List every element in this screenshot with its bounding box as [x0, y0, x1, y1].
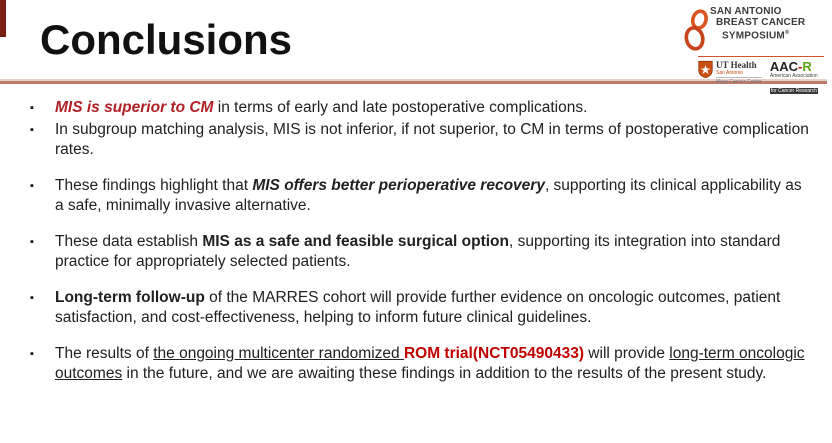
- bullet-item: [28, 344, 814, 385]
- sabcs-ribbon-icon: [684, 8, 710, 54]
- bullet-item: [28, 232, 814, 273]
- bullet-text: [55, 288, 814, 329]
- text-run: of the MARRES cohort will provide further evidence on oncologic outcomes, patient satisfaction, and cost-effectiveness, helping to inform future clinical guidelines.: [55, 288, 781, 326]
- bullet-item: [28, 176, 814, 217]
- text-run: These data establish: [55, 232, 203, 250]
- ut-health-city: San Antonio: [716, 70, 743, 76]
- registered-mark: ®: [784, 30, 790, 36]
- text-run: In subgroup matching analysis, MIS is not inferior, if not superior, to CM in terms of postoperative complication rates.: [55, 120, 809, 158]
- aacr-logo: [770, 60, 818, 97]
- bullet-text: [55, 232, 814, 273]
- aacr-subtext-2: for Cancer Research: [770, 88, 817, 94]
- text-run: , supporting its integration into standard practice for appropriately selected patients.: [55, 232, 781, 270]
- sabcs-logo: [684, 6, 824, 97]
- ut-health-shield-icon: [698, 60, 713, 79]
- text-run: MIS as a safe and feasible surgical option: [202, 232, 509, 250]
- symposium-line3: SYMPOSIUM®: [722, 30, 790, 42]
- bullet-item: [28, 120, 814, 161]
- bullet-marker-icon: ▪: [30, 123, 34, 136]
- aacr-subtext-1: American Association: [769, 73, 818, 79]
- slide-title: Conclusions: [40, 16, 293, 63]
- bullet-marker-icon: ▪: [30, 235, 34, 248]
- text-run: MIS offers better perioperative recovery: [252, 176, 545, 194]
- bullet-marker-icon: ▪: [30, 291, 34, 304]
- bullet-item: [28, 288, 814, 329]
- aacr-red-dash: -: [798, 59, 803, 74]
- bullet-list: [28, 98, 814, 400]
- text-run: , supporting its clinical applicability as a safe, minimally invasive alternative.: [55, 176, 802, 214]
- text-run: long-term oncologic outcomes: [55, 344, 805, 382]
- text-run: Long-term follow-up: [55, 288, 205, 306]
- ut-health-logo: [698, 60, 762, 97]
- bullet-text: [55, 120, 814, 161]
- symposium-line1: SAN ANTONIO: [710, 6, 782, 17]
- bullet-marker-icon: ▪: [30, 179, 34, 192]
- bullet-text: [55, 98, 814, 119]
- bullet-text: [55, 344, 814, 385]
- bullet-text: [55, 176, 814, 217]
- symposium-wordmark: [710, 6, 805, 41]
- corner-accent-bar: [0, 0, 6, 37]
- text-run: will provide: [584, 344, 670, 362]
- symposium-line2: BREAST CANCER: [716, 17, 806, 28]
- text-run: ROM trial(NCT05490433): [403, 344, 584, 362]
- bullet-marker-icon: ▪: [30, 102, 34, 114]
- text-run: MIS is superior to CM: [55, 99, 214, 116]
- text-run: These findings highlight that: [55, 176, 253, 194]
- text-run: in terms of early and late postoperative complications.: [213, 99, 588, 116]
- bullet-marker-icon: ▪: [30, 347, 34, 360]
- aacr-wordmark: AAC-R: [769, 59, 812, 74]
- text-run: in the future, and we are awaiting these findings in addition to the results of the present study.: [122, 365, 767, 382]
- text-run: The results of: [55, 344, 154, 362]
- text-run: the ongoing multicenter randomized: [153, 344, 404, 362]
- ut-health-center: Mays Cancer Center: [716, 79, 762, 85]
- bullet-item: [28, 98, 814, 119]
- ut-health-name: UT Health: [716, 60, 757, 70]
